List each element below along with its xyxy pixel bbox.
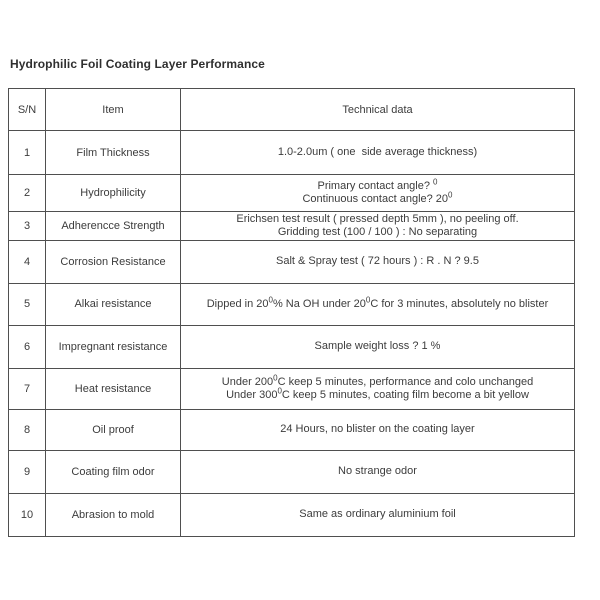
sn-cell: 1 [9,131,46,175]
item-cell: Adherencce Strength [46,212,181,241]
technical-data-cell [181,175,575,212]
technical-data-line: No strange odor [338,465,417,478]
sn-cell: 7 [9,368,46,409]
technical-data-line: Erichsen test result ( pressed depth 5mm ), no peeling off. [236,213,519,225]
table-row [9,283,575,325]
technical-data-line: Salt & Spray test ( 72 hours ) : R . N ? 9.5 [276,255,479,268]
sn-cell: 5 [9,283,46,325]
item-cell: Film Thickness [46,131,181,175]
sn-cell: 6 [9,325,46,368]
performance-table [8,88,575,537]
sn-cell: 4 [9,240,46,283]
table-row [9,131,575,175]
technical-data-cell [181,368,575,409]
table-row [9,212,575,241]
item-cell: Hydrophilicity [46,175,181,212]
table-row [9,175,575,212]
column-header-technical-data: Technical data [181,89,575,131]
table-header-row [9,89,575,131]
item-cell: Coating film odor [46,450,181,493]
table-row [9,493,575,536]
technical-data-cell [181,283,575,325]
item-cell: Corrosion Resistance [46,240,181,283]
technical-data-line: Continuous contact angle? $20^0$ [302,190,453,205]
item-cell: Oil proof [46,409,181,450]
table-row [9,450,575,493]
technical-data-line: Under $300^0C$ keep 5 minutes, coating film become a bit yellow [226,386,529,401]
sn-cell: 3 [9,212,46,241]
technical-data-line: Under $200^0C$ keep 5 minutes, performance and colo unchanged [221,373,534,388]
technical-data-line: Sample weight loss ? 1 % [314,340,441,353]
technical-data-cell [181,450,575,493]
sn-cell: 9 [9,450,46,493]
item-cell: Heat resistance [46,368,181,409]
technical-data-cell [181,409,575,450]
technical-data-cell [181,212,575,241]
sn-cell: 10 [9,493,46,536]
technical-data-line: 24 Hours, no blister on the coating layer [280,423,475,436]
table-row [9,409,575,450]
sn-cell: 8 [9,409,46,450]
table-row [9,325,575,368]
technical-data-line: Primary contact angle? $^0$ [317,177,438,193]
technical-data-cell [181,240,575,283]
technical-data-line: Same as ordinary aluminium foil [299,508,456,521]
item-cell: Alkai resistance [46,283,181,325]
sn-cell: 2 [9,175,46,212]
table-row [9,240,575,283]
technical-data-line: Gridding test (100 / 100 ) : No separating [277,225,478,238]
page-title: Hydrophilic Foil Coating Layer Performance [10,57,265,71]
table-body [9,131,575,537]
item-cell: Abrasion to mold [46,493,181,536]
technical-data-line: Dipped in $20^0\%$ Na OH under $20^0C$ for 3 minutes, absolutely no blister [206,295,549,310]
table-row [9,368,575,409]
technical-data-cell [181,325,575,368]
table-header [9,89,575,131]
column-header-item: Item [46,89,181,131]
technical-data-line: 1.0-2.0um ( one side average thickness) [277,146,478,159]
technical-data-cell [181,131,575,175]
column-header-sn: S/N [9,89,46,131]
item-cell: Impregnant resistance [46,325,181,368]
technical-data-cell [181,493,575,536]
